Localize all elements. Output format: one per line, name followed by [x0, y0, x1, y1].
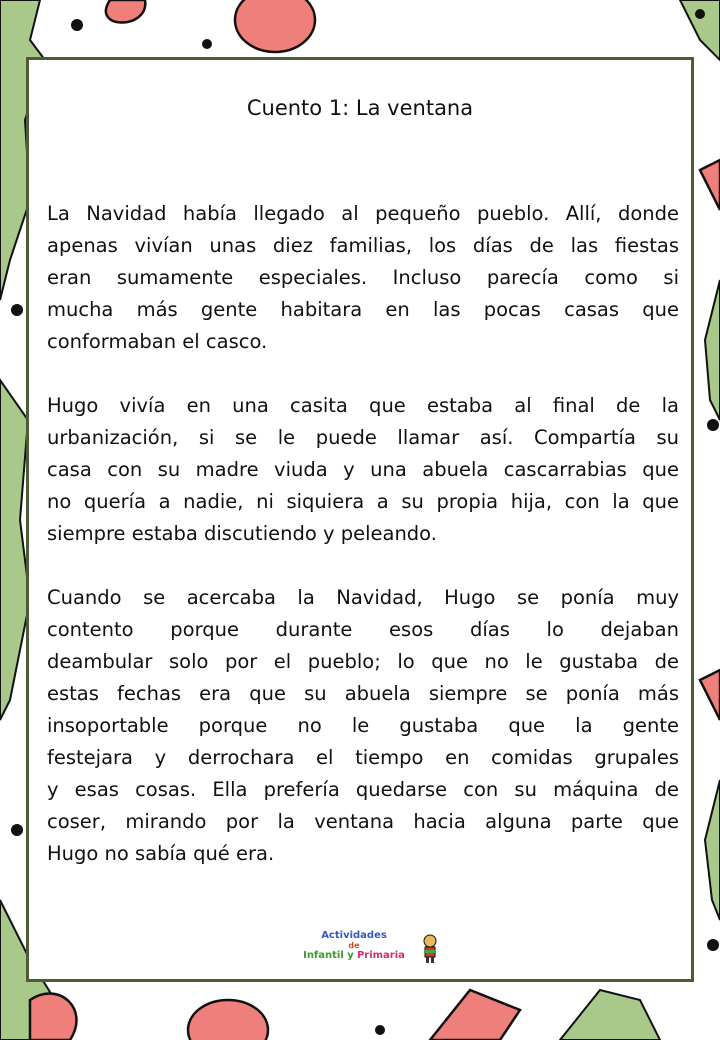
text-line: festejara y derrochara el tiempo en comidas grupales [47, 746, 679, 769]
logo-line-3a: Infantil y [303, 950, 354, 961]
logo-text [291, 930, 417, 961]
child-mascot-icon [421, 934, 439, 964]
story-body [47, 198, 679, 902]
text-line: mucha más gente habitara en las pocas casas que [47, 298, 679, 321]
text-line: estas fechas era que su abuela siempre se ponía más [47, 682, 679, 705]
story-card [26, 57, 694, 982]
logo-line-3b: Primaria [356, 950, 405, 961]
text-line: eran sumamente especiales. Incluso parecía como si [47, 266, 679, 289]
text-line: insoportable porque no le gustaba que la gente [47, 714, 679, 737]
text-line: Hugo no sabía qué era. [47, 842, 275, 865]
text-line: y esas cosas. Ella prefería quedarse con su máquina de [47, 778, 679, 801]
text-line: coser, mirando por la ventana hacia alguna parte que [47, 810, 679, 833]
story-paragraph [47, 582, 679, 870]
logo-line-2: de [348, 941, 360, 950]
publisher-logo [291, 930, 441, 970]
story-paragraph [47, 198, 679, 358]
text-line: siempre estaba discutiendo y peleando. [47, 522, 437, 545]
text-line: Cuando se acercaba la Navidad, Hugo se ponía muy [47, 586, 679, 609]
logo-line-1: Actividades [321, 930, 387, 941]
text-line: no quería a nadie, ni siquiera a su propia hija, con la que [47, 490, 679, 513]
text-line: casa con su madre viuda y una abuela cascarrabias que [47, 458, 679, 481]
story-paragraph [47, 390, 679, 550]
text-line: deambular solo por el pueblo; lo que no le gustaba de [47, 650, 679, 673]
text-line: conformaban el casco. [47, 330, 268, 353]
text-line: Hugo vivía en una casita que estaba al final de la [47, 394, 679, 417]
text-line: La Navidad había llegado al pequeño pueblo. Allí, donde [47, 202, 679, 225]
text-line: apenas vivían unas diez familias, los días de las fiestas [47, 234, 679, 257]
text-line: contento porque durante esos días lo dejaban [47, 618, 679, 641]
text-line: urbanización, si se le puede llamar así. Compartía su [47, 426, 679, 449]
story-title: Cuento 1: La ventana [246, 96, 474, 120]
